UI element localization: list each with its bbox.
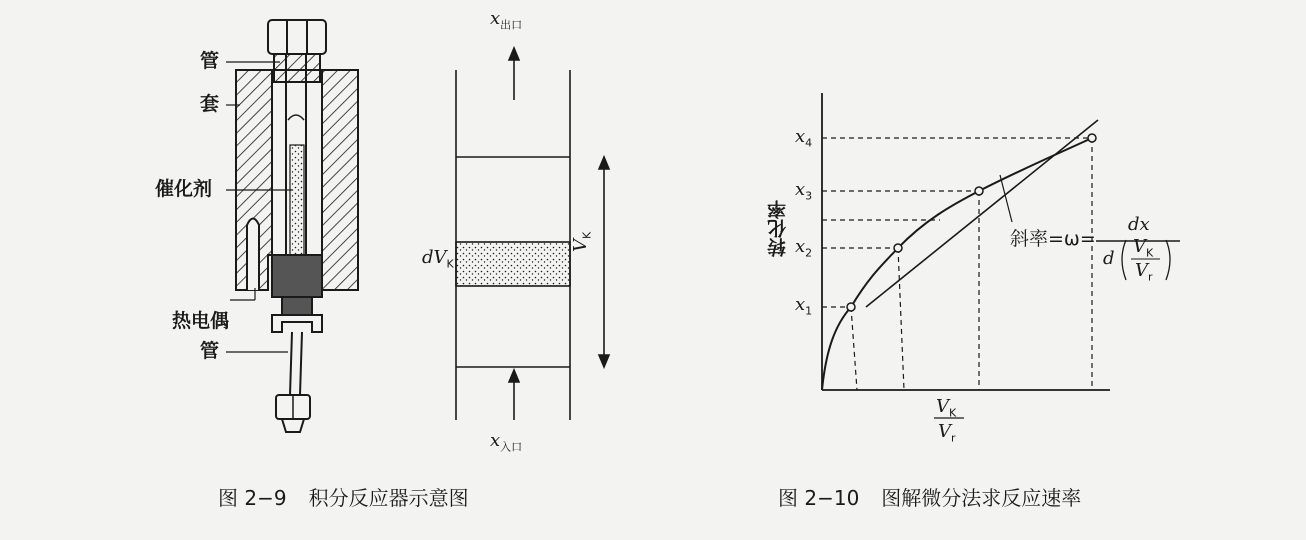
tick-x2: $x_2$	[795, 236, 813, 260]
label-tube-top: 管	[200, 50, 220, 72]
x-axis-denominator: $V_r$	[938, 421, 956, 445]
caption-fig-2-9: 图 2−9 积分反应器示意图	[218, 486, 469, 510]
slope-numerator: dx	[1128, 214, 1150, 235]
outlet-label: $x_{出口}$	[490, 8, 523, 32]
y-axis-label: 转化率	[767, 200, 789, 257]
point-x2	[894, 244, 902, 252]
caption-fig-2-10: 图 2−10 图解微分法求反应速率	[778, 486, 1082, 510]
vk-label: $V_K$	[570, 231, 594, 252]
dvk-label: $dV_K$	[422, 247, 454, 271]
label-catalyst: 催化剂	[155, 178, 213, 200]
tick-x4: $x_4$	[795, 126, 813, 150]
catalyst-bed	[290, 145, 304, 255]
inlet-label: $x_{入口}$	[490, 430, 523, 454]
tick-x3: $x_3$	[795, 179, 813, 203]
point-x3	[975, 187, 983, 195]
x-axis-numerator: $V_K$	[936, 396, 957, 420]
reactor-drawing	[226, 20, 358, 432]
label-tube-bottom: 管	[200, 340, 220, 362]
differential-element	[456, 242, 570, 286]
conversion-plot	[822, 93, 1180, 418]
conversion-curve	[822, 138, 1092, 390]
point-x1	[847, 303, 855, 311]
slope-den-d: d	[1103, 248, 1115, 269]
tick-x1: $x_1$	[795, 294, 813, 318]
label-sleeve: 套	[200, 93, 220, 115]
slope-den-num: $V_K$	[1133, 236, 1154, 260]
label-thermocouple: 热电偶	[172, 310, 230, 332]
slope-den-den: $V_r$	[1135, 260, 1153, 284]
tangent-line	[866, 120, 1098, 307]
slope-text: 斜率=ω=	[1010, 228, 1096, 250]
point-x4	[1088, 134, 1096, 142]
top-nut	[268, 20, 326, 54]
